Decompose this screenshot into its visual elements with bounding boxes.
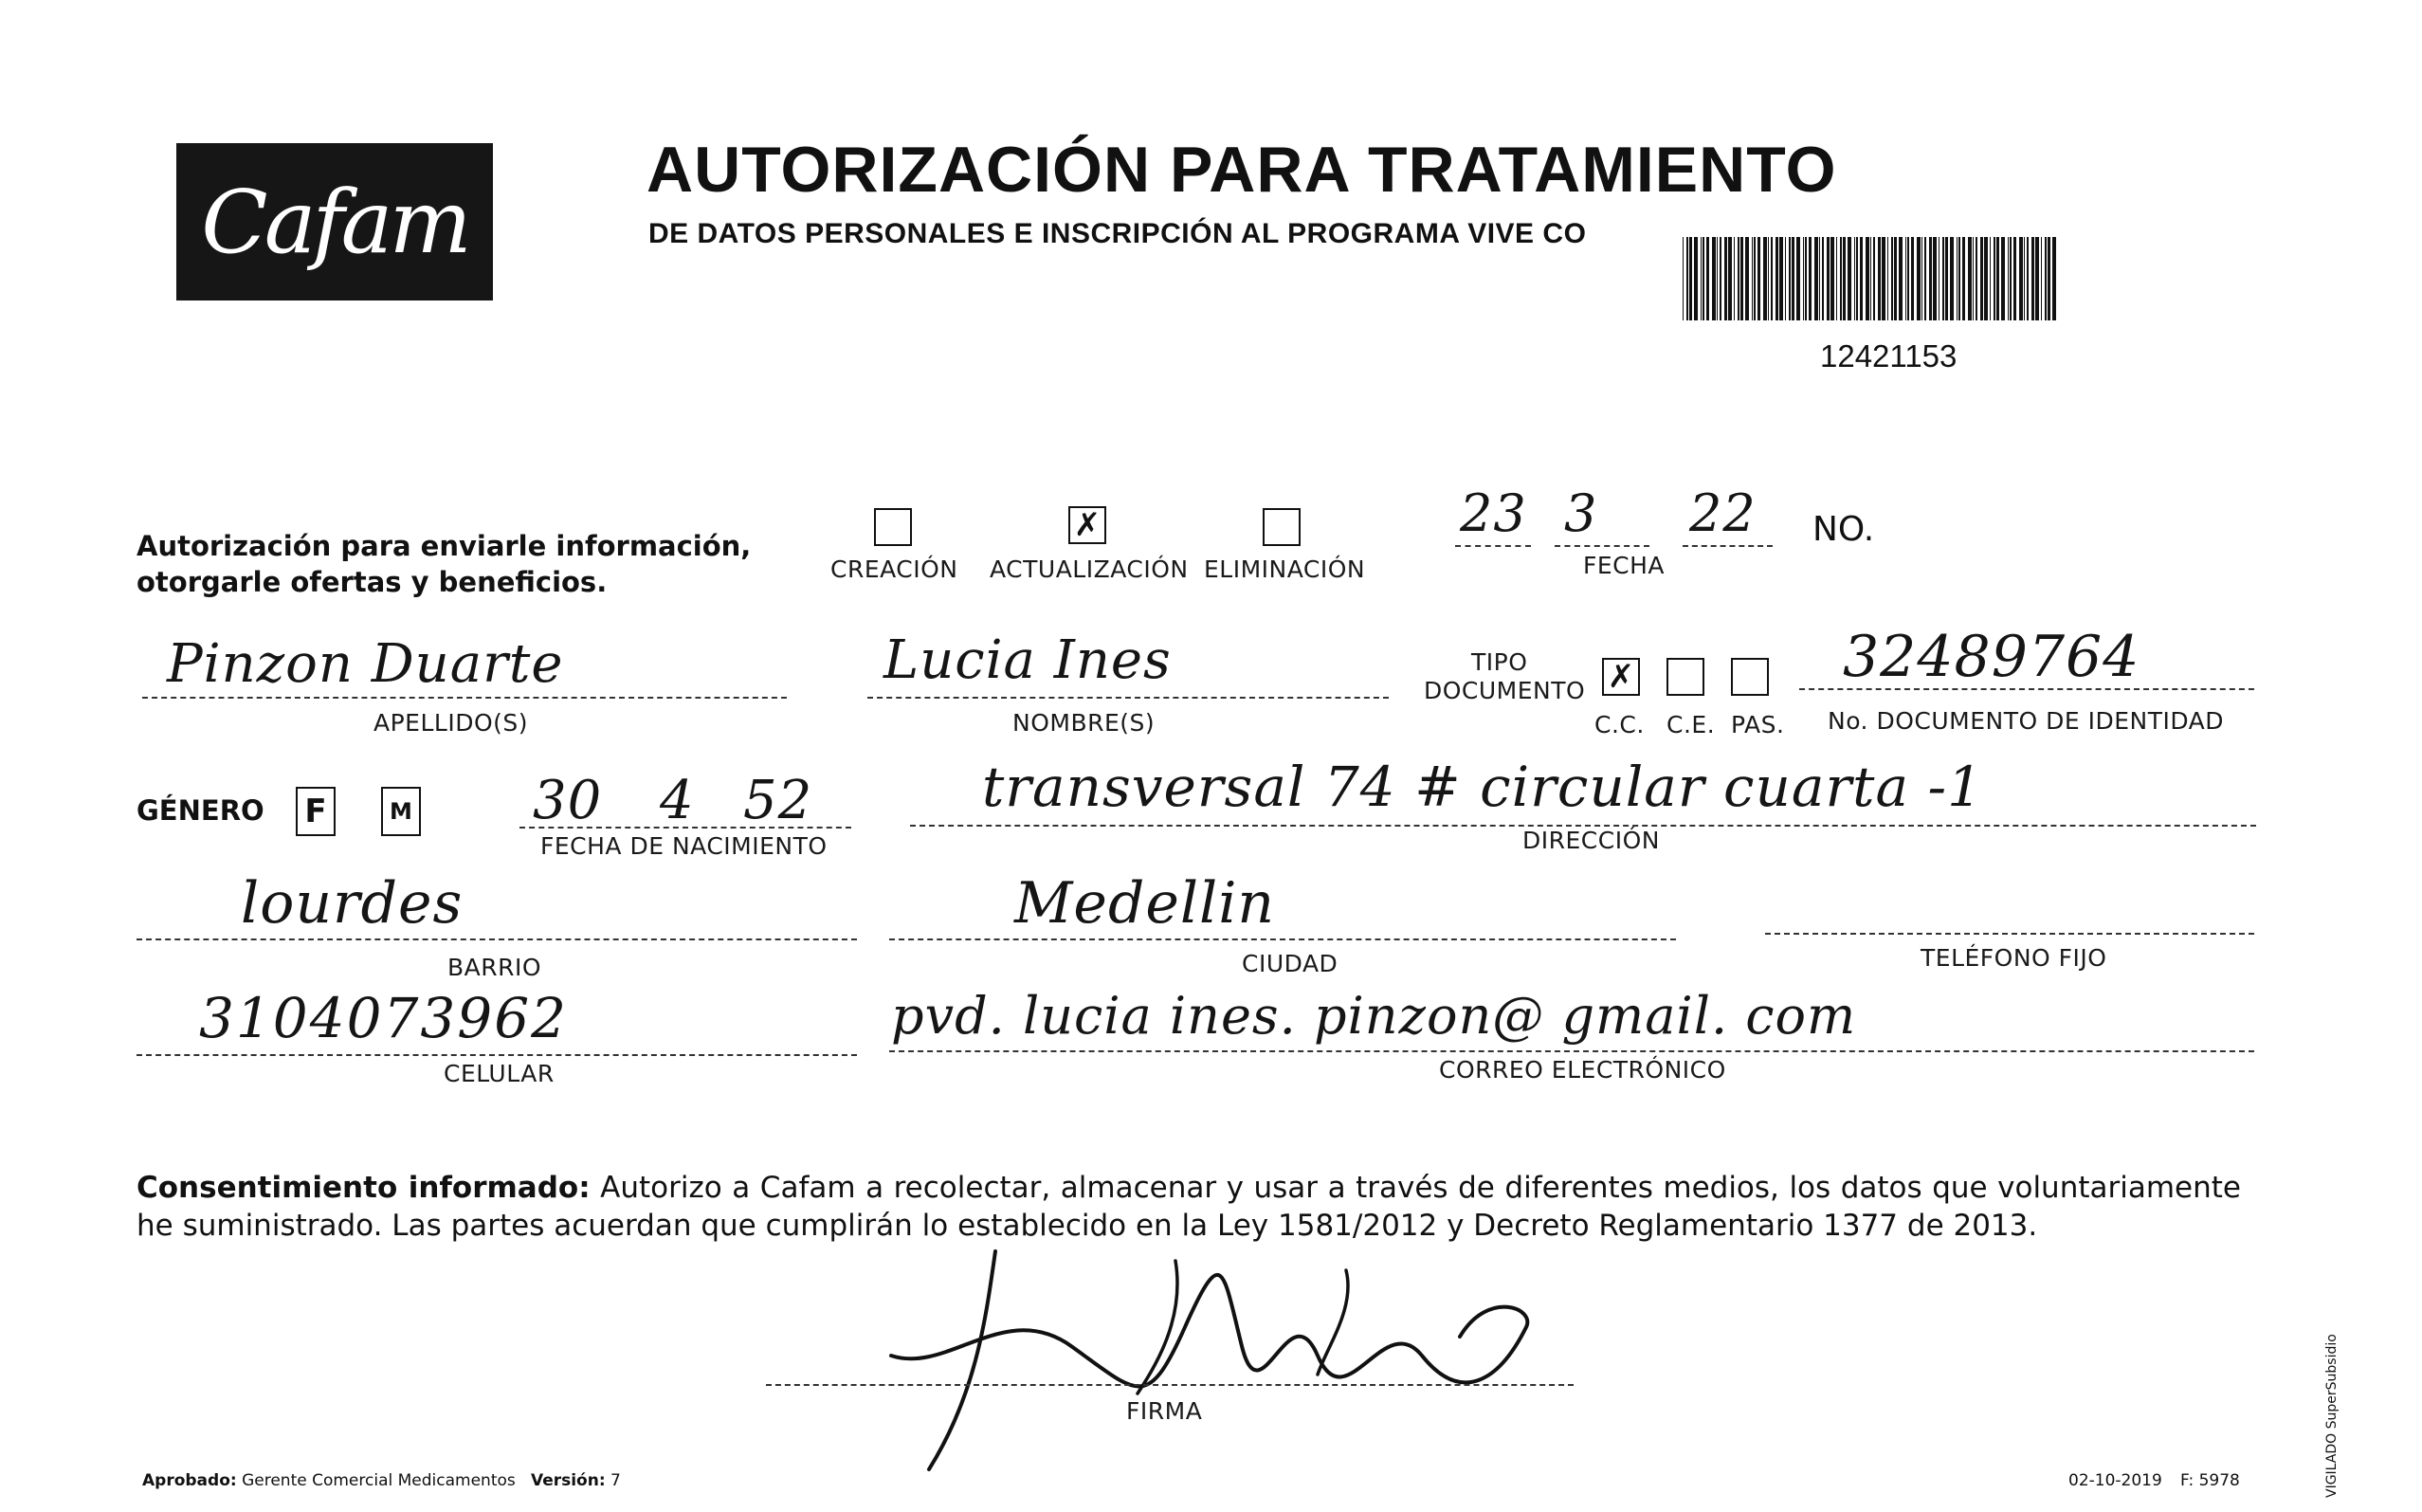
footer-approval [142,1471,621,1490]
ciudad-label: CIUDAD [1242,950,1338,977]
celular-value[interactable]: 3104073962 [199,986,569,1050]
fecha-nacimiento-month[interactable]: 4 [660,770,695,831]
fecha-day[interactable]: 23 [1460,483,1527,543]
checkbox-ce[interactable] [1666,658,1704,696]
form-subtitle: DE DATOS PERSONALES E INSCRIPCIÓN AL PROGRAMA VIVE CO [648,218,1587,249]
fecha-month[interactable]: 3 [1564,483,1598,543]
nombres-value[interactable]: Lucia Ines [883,629,1172,691]
version-value: 7 [610,1471,621,1490]
label-actualizacion: ACTUALIZACIÓN [990,556,1189,583]
logo-text: Cafam [201,171,468,273]
label-creacion: CREACIÓN [830,556,958,583]
fecha-nacimiento-year[interactable]: 52 [743,770,813,831]
barrio-value[interactable]: lourdes [241,870,464,937]
apellidos-label: APELLIDO(S) [373,709,529,737]
barrio-label: BARRIO [447,954,542,981]
aprobado-label: Aprobado: [142,1471,237,1490]
cafam-logo [176,143,493,301]
no-label: NO. [1812,510,1875,549]
direccion-value[interactable]: transversal 74 # circular cuarta -1 [982,755,1984,819]
fecha-label: FECHA [1583,552,1666,579]
genero-label: GÉNERO [137,794,264,827]
barcode [1683,237,2062,320]
ciudad-value[interactable]: Medellin [1014,870,1276,937]
barcode-number: 12421153 [1820,338,1958,373]
consent-text: Autorizo a Cafam a recolectar, almacenar y usar a través de diferentes medios, los datos que voluntariamente he suministrado. Las partes acuerdan que cumplirán lo establecido en la Ley 1581/2012 y Decreto Reglamentario 1377 de 2013. [137,1171,2241,1243]
genero-m-label: M [390,798,412,825]
form-title: AUTORIZACIÓN PARA TRATAMIENTO [646,134,1837,206]
nombres-label: NOMBRE(S) [1012,709,1156,737]
footer-code: F: 5978 [2180,1471,2240,1490]
checkbox-cc-mark: ✗ [1607,658,1635,696]
signature-scribble [872,1232,1555,1479]
checkbox-actualizacion[interactable] [1068,506,1106,544]
tipo-documento-label-line2: DOCUMENTO [1424,677,1586,704]
vertical-supersubsidio-text: VIGILADO SuperSubsidio [2324,1334,2340,1498]
documento-label: No. DOCUMENTO DE IDENTIDAD [1828,707,2225,735]
label-eliminacion: ELIMINACIÓN [1204,556,1366,583]
genero-f-mark: F [304,792,327,830]
footer-date: 02-10-2019 [2068,1471,2162,1490]
correo-value[interactable]: pvd. lucia ines. pinzon@ gmail. com [891,986,1857,1046]
fecha-nacimiento-day[interactable]: 30 [533,770,603,831]
checkbox-genero-m[interactable] [381,787,421,836]
label-ce: C.E. [1666,711,1716,738]
version-label: Versión: [530,1471,606,1490]
documento-value[interactable]: 32489764 [1843,624,2140,690]
checkbox-genero-f[interactable] [296,787,336,836]
checkbox-creacion[interactable] [874,508,912,546]
checkbox-pas[interactable] [1731,658,1769,696]
apellidos-value[interactable]: Pinzon Duarte [167,633,564,695]
aprobado-value: Gerente Comercial Medicamentos [242,1471,516,1490]
authorization-text-line1: Autorización para enviarle información, [137,530,752,562]
label-pas: PAS. [1731,711,1785,738]
direccion-label: DIRECCIÓN [1522,827,1660,854]
consent-heading: Consentimiento informado: [137,1171,591,1205]
telefono-label: TELÉFONO FIJO [1921,944,2107,972]
fecha-nacimiento-label: FECHA DE NACIMIENTO [540,832,828,860]
checkbox-eliminacion[interactable] [1263,508,1301,546]
celular-label: CELULAR [444,1060,555,1087]
firma-label: FIRMA [1126,1397,1203,1425]
correo-label: CORREO ELECTRÓNICO [1439,1056,1726,1084]
label-cc: C.C. [1594,711,1645,738]
tipo-documento-label-line1: TIPO [1471,648,1528,676]
authorization-text-line2: otorgarle ofertas y beneficios. [137,566,608,598]
checkbox-actualizacion-mark: ✗ [1073,506,1102,544]
fecha-year[interactable]: 22 [1689,483,1757,543]
checkbox-cc[interactable] [1602,658,1640,696]
